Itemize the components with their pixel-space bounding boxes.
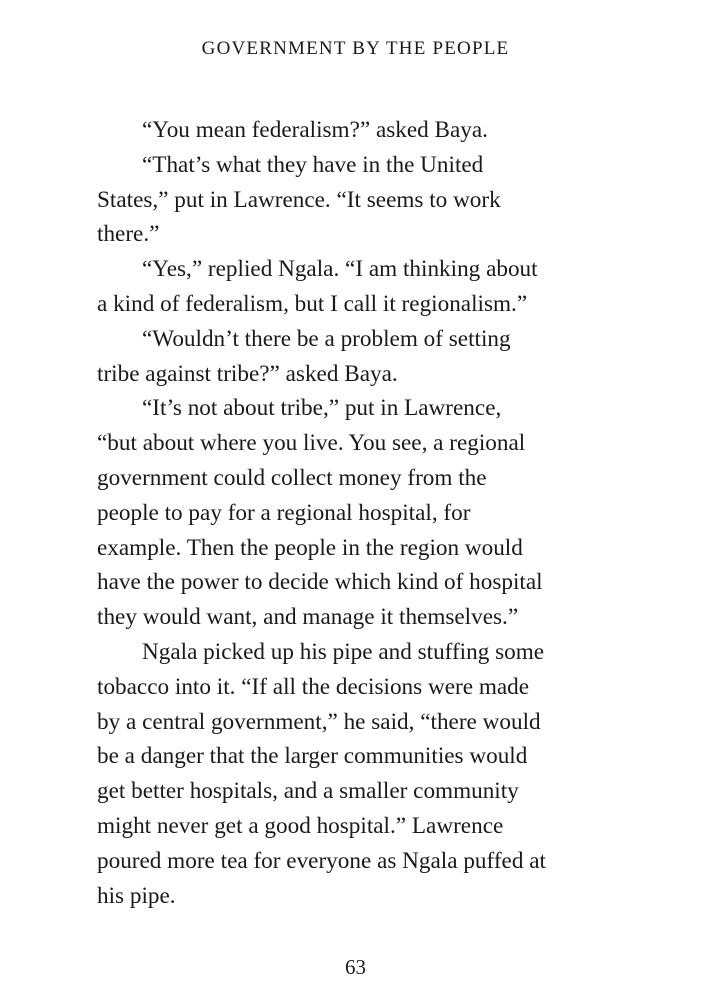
text-line: “It’s not about tribe,” put in Lawrence, [142, 395, 502, 422]
text-line: a kind of federalism, but I call it regionalism.” [97, 290, 528, 317]
text-line: his pipe. [97, 882, 176, 909]
text-line: Ngala picked up his pipe and stuffing some [142, 638, 545, 665]
text-line: get better hospitals, and a smaller community [97, 778, 519, 805]
text-line: be a danger that the larger communities would [97, 743, 528, 770]
text-line: people to pay for a regional hospital, for [97, 499, 471, 526]
text-line: “Yes,” replied Ngala. “I am thinking about [142, 256, 538, 283]
text-line: “but about where you live. You see, a regional [97, 430, 526, 457]
text-line: “You mean federalism?” asked Baya. [142, 117, 488, 143]
text-line: “Wouldn’t there be a problem of setting [142, 325, 511, 352]
text-line: have the power to decide which kind of hospital [97, 569, 543, 596]
running-head: GOVERNMENT BY THE PEOPLE [201, 38, 510, 59]
text-line: tribe against tribe?” asked Baya. [97, 360, 398, 387]
text-line: by a central government,” he said, “there would [97, 708, 541, 735]
text-line: they would want, and manage it themselves.” [97, 604, 519, 631]
text-line: there.” [97, 221, 160, 248]
text-line: States,” put in Lawrence. “It seems to work [97, 186, 501, 213]
text-line: government could collect money from the [97, 464, 487, 491]
text-line: might never get a good hospital.” Lawrence [97, 812, 504, 839]
text-line: tobacco into it. “If all the decisions were made [97, 673, 530, 700]
text-line: “That’s what they have in the United [142, 151, 484, 178]
page-number: 63 [345, 955, 366, 979]
text-line: poured more tea for everyone as Ngala puffed at [97, 847, 546, 874]
body-text [97, 113, 609, 913]
text-line: example. Then the people in the region would [97, 534, 523, 561]
